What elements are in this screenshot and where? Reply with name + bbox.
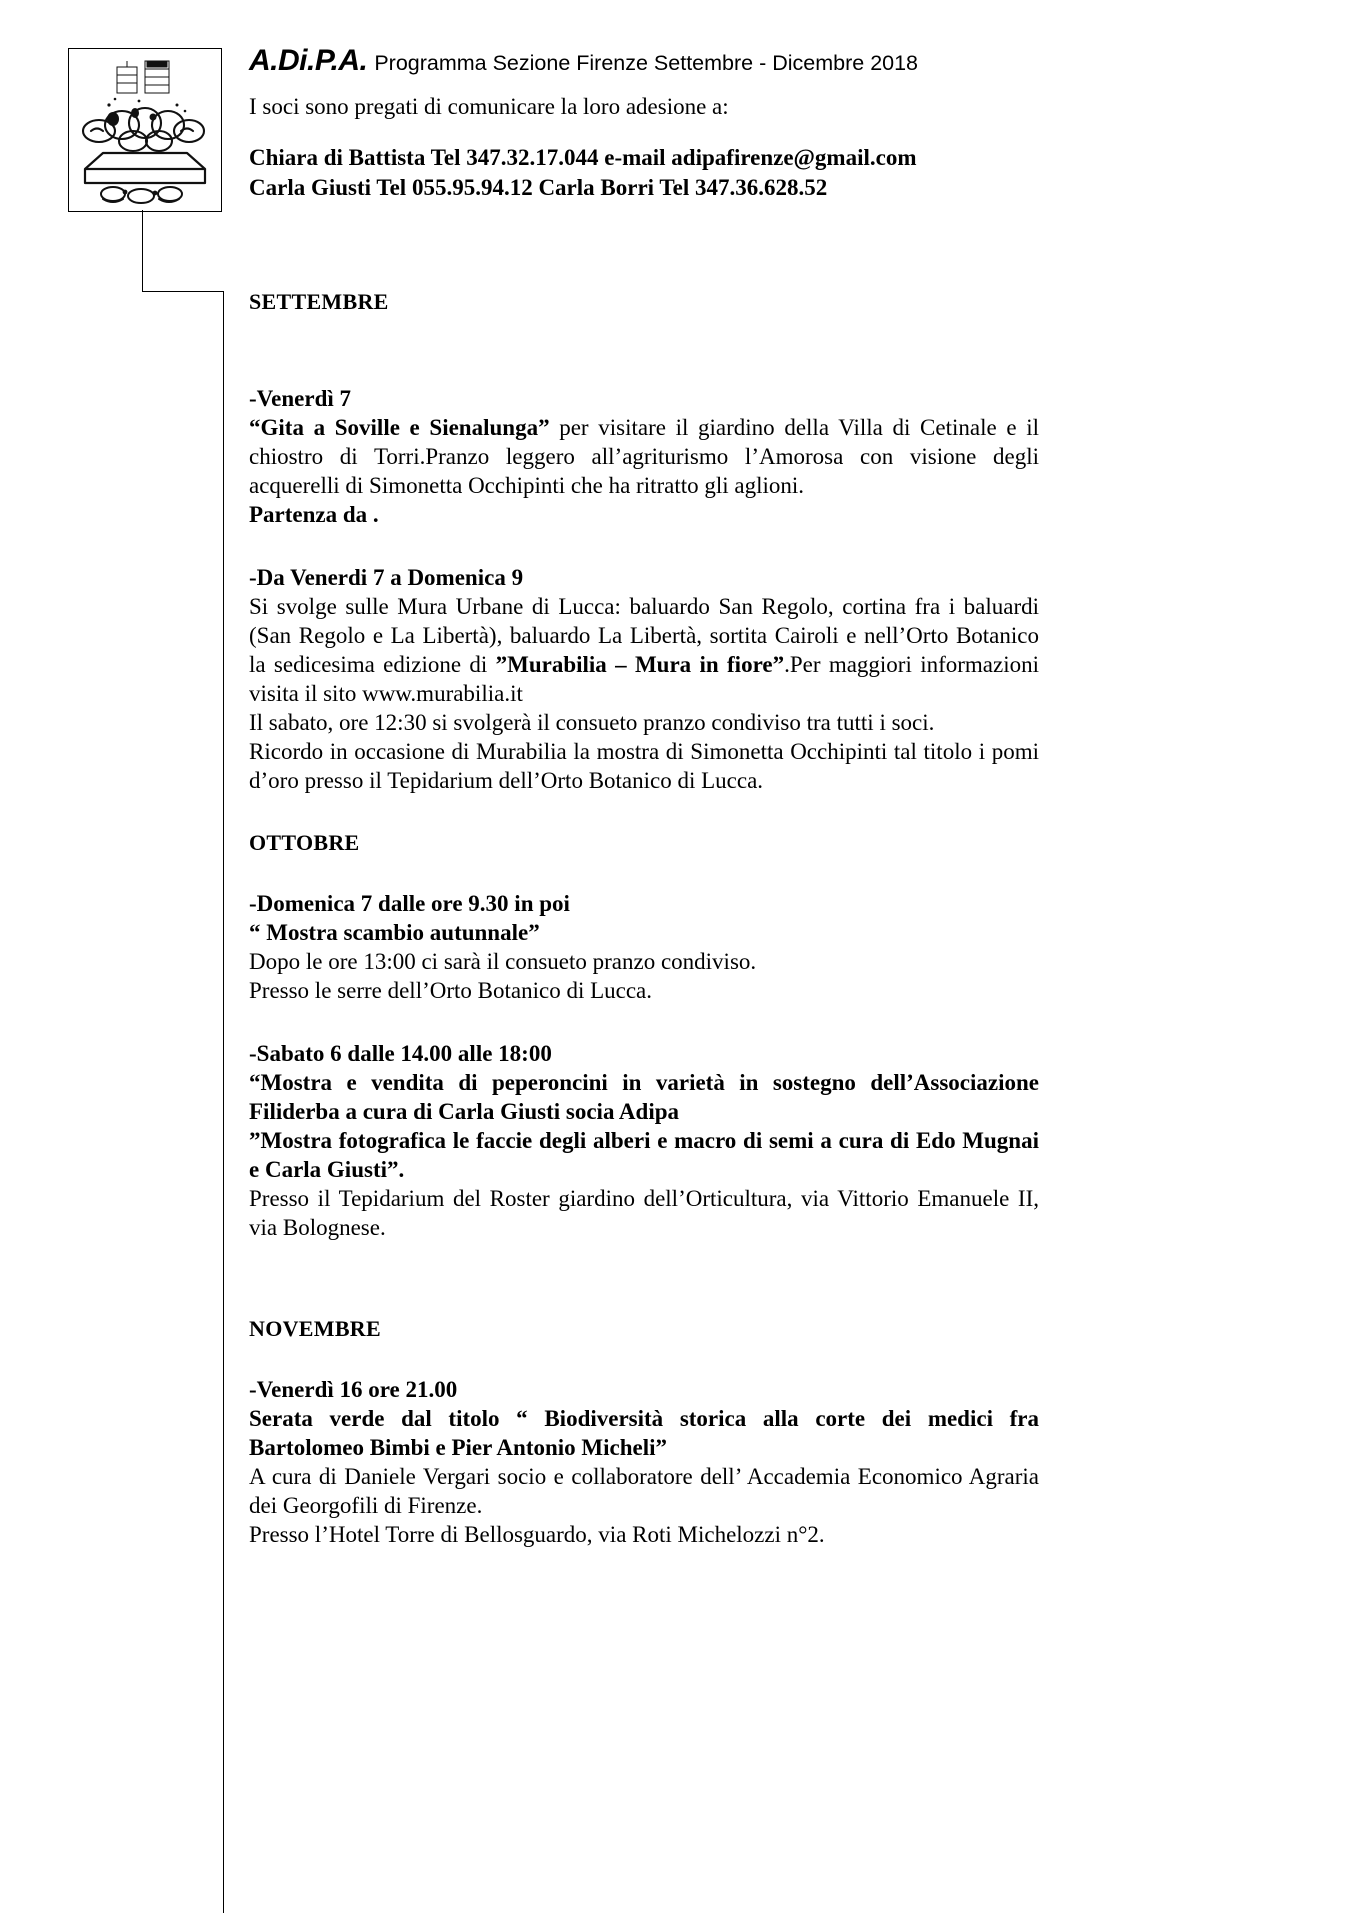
murabilia-text-post: .Per maggiori informazioni visita il sito www.murabilia.it	[249, 651, 1039, 706]
intro-text: I soci sono pregati di comunicare la loro adesione a:	[249, 94, 729, 119]
mostra-scambio-extra-line-1: Dopo le ore 13:00 ci sarà il consueto pranzo condiviso.	[249, 948, 757, 974]
month-heading-ottobre: OTTOBRE	[249, 829, 360, 855]
sabato-6-extra-line-1: Presso il Tepidarium del Roster giardino dell’Orticultura, via Vittorio Emanuele II, via Bolognese.	[249, 1185, 1039, 1240]
document-content	[249, 44, 1039, 1550]
entry-date-venerdi-16: -Venerdì 16 ore 21.00	[249, 1377, 458, 1403]
novembre-extra-line-1: A cura di Daniele Vergari socio e collaboratore dell’ Accademia Economico Agraria dei Georgofili di Firenze.	[249, 1464, 1039, 1519]
entry-bold-serata-verde: Serata verde dal titolo “ Biodiversità storica alla corte dei medici fra Bartolomeo Bimbi e Pier Antonio Micheli”	[249, 1406, 1039, 1461]
contact-block	[249, 143, 1039, 203]
entry-date-sabato-6: -Sabato 6 dalle 14.00 alle 18:00	[249, 1040, 552, 1066]
entry-bold-peperoncini: “Mostra e vendita di peperoncini in varietà in sostegno dell’Associazione Filiderba a cura di Carla Giusti socia Adipa	[249, 1069, 1039, 1124]
entry-body-gita-soville	[249, 414, 1039, 501]
entry-text-gita-soville: per visitare il giardino della Villa di Cetinale e il chiostro di Torri.Pranzo leggero all’agriturismo l’Amorosa con visione degli acquerelli di Simonetta Occhipinti che ha ritratto gli aglioni.	[249, 415, 1039, 499]
left-margin-rule	[223, 291, 224, 1913]
page-title	[249, 44, 1039, 78]
month-heading-novembre: NOVEMBRE	[249, 1316, 381, 1342]
murabilia-extra-line-2: Ricordo in occasione di Murabilia la mostra di Simonetta Occhipinti tal titolo i pomi d’oro presso il Tepidarium dell’Orto Botanico di Lucca.	[249, 738, 1039, 793]
contact-line-2: Carla Giusti Tel 055.95.94.12 Carla Borri Tel 347.36.628.52	[249, 175, 828, 201]
mostra-scambio-extra-line-2: Presso le serre dell’Orto Botanico di Lucca.	[249, 977, 653, 1003]
entry-title-gita-soville: “Gita a Soville e Sienalunga”	[249, 415, 550, 441]
entry-date-da-venerdi-7-domenica-9: -Da Venerdi 7 a Domenica 9	[249, 565, 524, 591]
adipa-logo	[68, 48, 222, 212]
logo-connector-rule	[142, 210, 224, 292]
contact-line-1: Chiara di Battista Tel 347.32.17.044 e-mail adipafirenze@gmail.com	[249, 145, 917, 171]
novembre-extra-line-2: Presso l’Hotel Torre di Bellosguardo, via Roti Michelozzi n°2.	[249, 1522, 825, 1548]
murabilia-event-name: ”Murabilia – Mura in fiore”	[495, 651, 785, 677]
murabilia-text-pre: Si svolge sulle Mura Urbane di Lucca: baluardo San Regolo, cortina fra i baluardi (San Regolo e La Libertà), baluardo La Libertà, sortita Cairoli e nell’Orto Botanico la sedicesima edizione di	[249, 594, 1039, 677]
entry-date-domenica-7: -Domenica 7 dalle ore 9.30 in poi	[249, 890, 570, 916]
entry-bold-mostra-fotografica: ”Mostra fotografica le faccie degli alberi e macro di semi a cura di Edo Mugnai e Carla Giusti”.	[249, 1127, 1039, 1182]
entry-title-mostra-scambio: “ Mostra scambio autunnale”	[249, 919, 540, 945]
entry-footer-partenza: Partenza da .	[249, 502, 379, 528]
entry-date-venerdi-7: -Venerdì 7	[249, 386, 352, 412]
entry-body-murabilia	[249, 593, 1039, 709]
murabilia-extra-line-1: Il sabato, ore 12:30 si svolgerà il consueto pranzo condiviso tra tutti i soci.	[249, 709, 935, 735]
program-subtitle: Programma Sezione Firenze Settembre - Dicembre 2018	[374, 51, 919, 75]
organization-acronym: A.Di.P.A.	[249, 44, 368, 77]
month-heading-settembre: SETTEMBRE	[249, 289, 389, 315]
